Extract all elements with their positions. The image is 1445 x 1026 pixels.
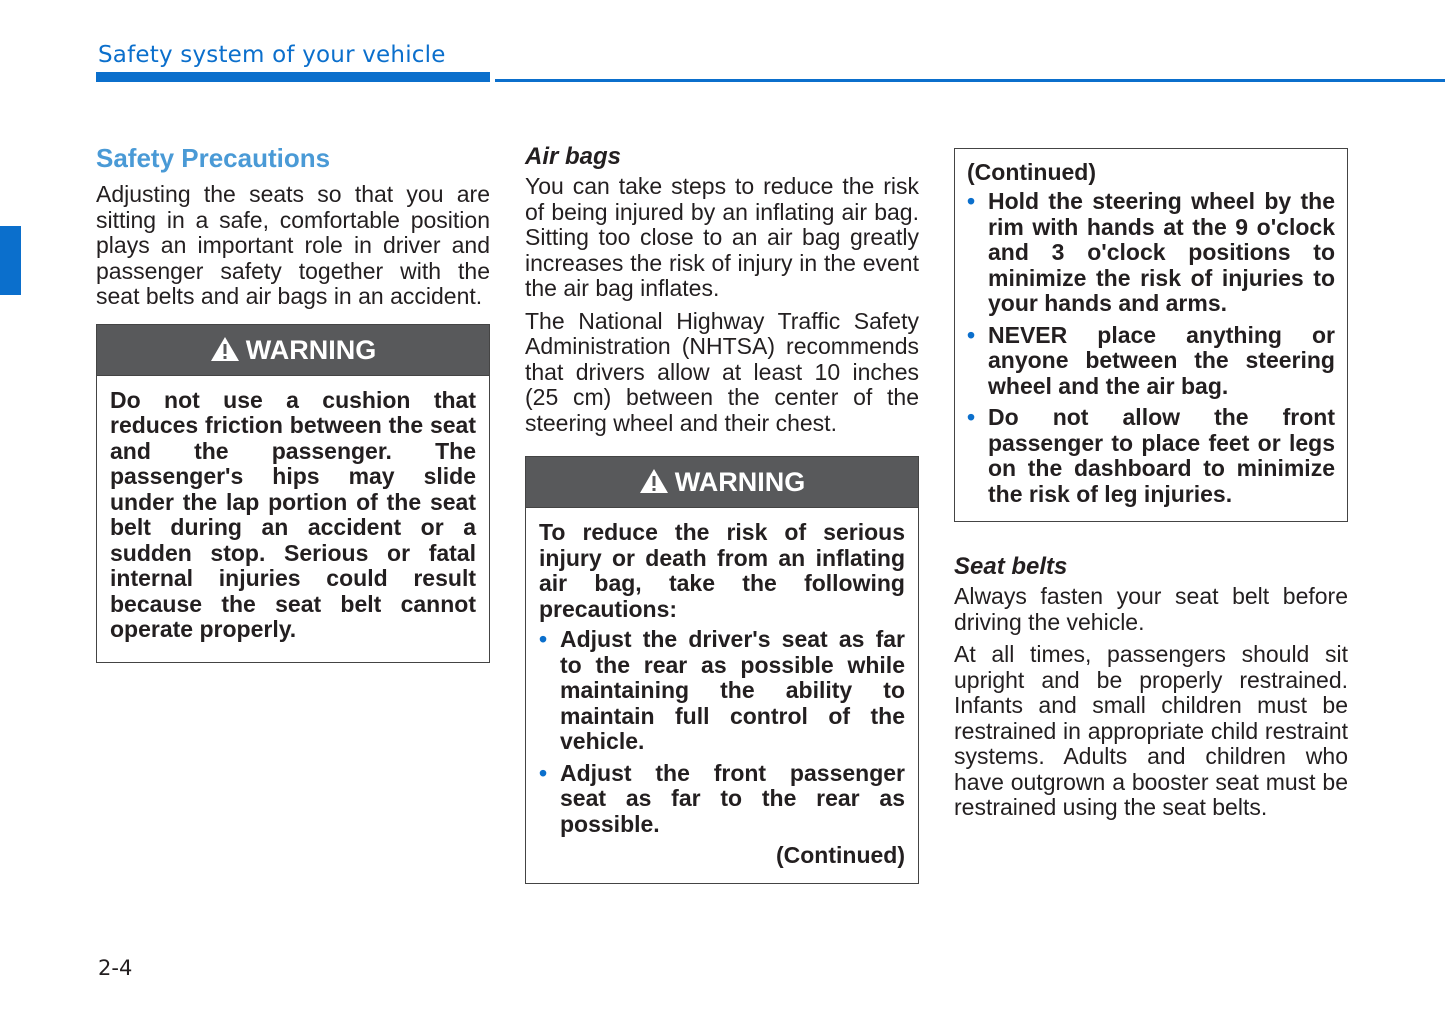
warning-box [525, 456, 919, 884]
warning-label: WARNING [674, 467, 806, 497]
airbag-paragraph-2: The National Highway Traffic Safety Administration (NHTSA) recommends that drivers allow at least 10 inches (25 cm) between the center of the steering wheel and their chest. [525, 307, 919, 436]
column-3 [954, 148, 1348, 828]
column-2 [525, 142, 919, 884]
heading-safety-precautions: Safety Precautions [96, 143, 331, 173]
warning-bullets [967, 189, 1335, 507]
heading-seat-belts: Seat belts [954, 553, 1068, 580]
bullet-item: • Adjust the front passenger seat as far to the rear as possible. [539, 761, 905, 838]
warning-header [526, 457, 918, 508]
warning-bullets [539, 627, 905, 837]
bullet-item: • Do not allow the front passenger to place feet or legs on the dashboard to minimize the risk of leg injuries. [967, 405, 1335, 507]
heading-air-bags: Air bags [525, 143, 622, 170]
warning-label: WARNING [245, 334, 377, 365]
bullet-item: • NEVER place anything or anyone between the steering wheel and the air bag. [967, 323, 1335, 400]
bullet-item: • Hold the steering wheel by the rim with hands at the 9 o'clock and 3 o'clock positions to minimize the risk of injuries to your hands and arms. [967, 189, 1335, 317]
continued-label: (Continued) [967, 159, 1097, 185]
seatbelt-paragraph-1: Always fasten your seat belt before driving the vehicle. [954, 583, 1348, 635]
column-1 [96, 142, 490, 663]
warning-header [97, 325, 489, 376]
warning-text: To reduce the risk of serious injury or death from an inflating air bag, take the following precautions: [539, 519, 905, 622]
header-bar [96, 72, 490, 82]
warning-text: Do not use a cushion that reduces friction between the seat and the passenger. The passenger's hips may slide under the lap portion of the seat belt during an accident or a sudden stop. Serious or fatal internal injuries could result because the seat belt cannot operate properly. [110, 386, 476, 642]
section-title: Safety system of your vehicle [98, 42, 446, 68]
warning-box [96, 324, 490, 663]
bullet-item: • Adjust the driver's seat as far to the rear as possible while maintaining the ability to maintain full control of the vehicle. [539, 627, 905, 755]
header-rule [495, 79, 1445, 82]
seatbelt-paragraph-2: At all times, passengers should sit upright and be properly restrained. Infants and small children must be restrained in appropriate child restraint systems. Adults and children who have outgrown a booster seat must be restrained using the seat belts. [954, 641, 1348, 820]
warning-triangle-icon [210, 336, 240, 362]
warning-triangle-icon [639, 468, 669, 494]
continued-warning-box [954, 148, 1348, 522]
chapter-tab [0, 226, 21, 295]
airbag-paragraph-1: You can take steps to reduce the risk of being injured by an inflating air bag. Sitting too close to an air bag greatly increases the risk of injury in the event the air bag inflates. [525, 173, 919, 301]
intro-paragraph: Adjusting the seats so that you are sitting in a safe, comfortable position plays an important role in driver and passenger safety together with the seat belts and air bags in an accident. [96, 181, 490, 309]
page-number: 2-4 [98, 956, 133, 980]
continued-label: (Continued) [775, 842, 905, 868]
